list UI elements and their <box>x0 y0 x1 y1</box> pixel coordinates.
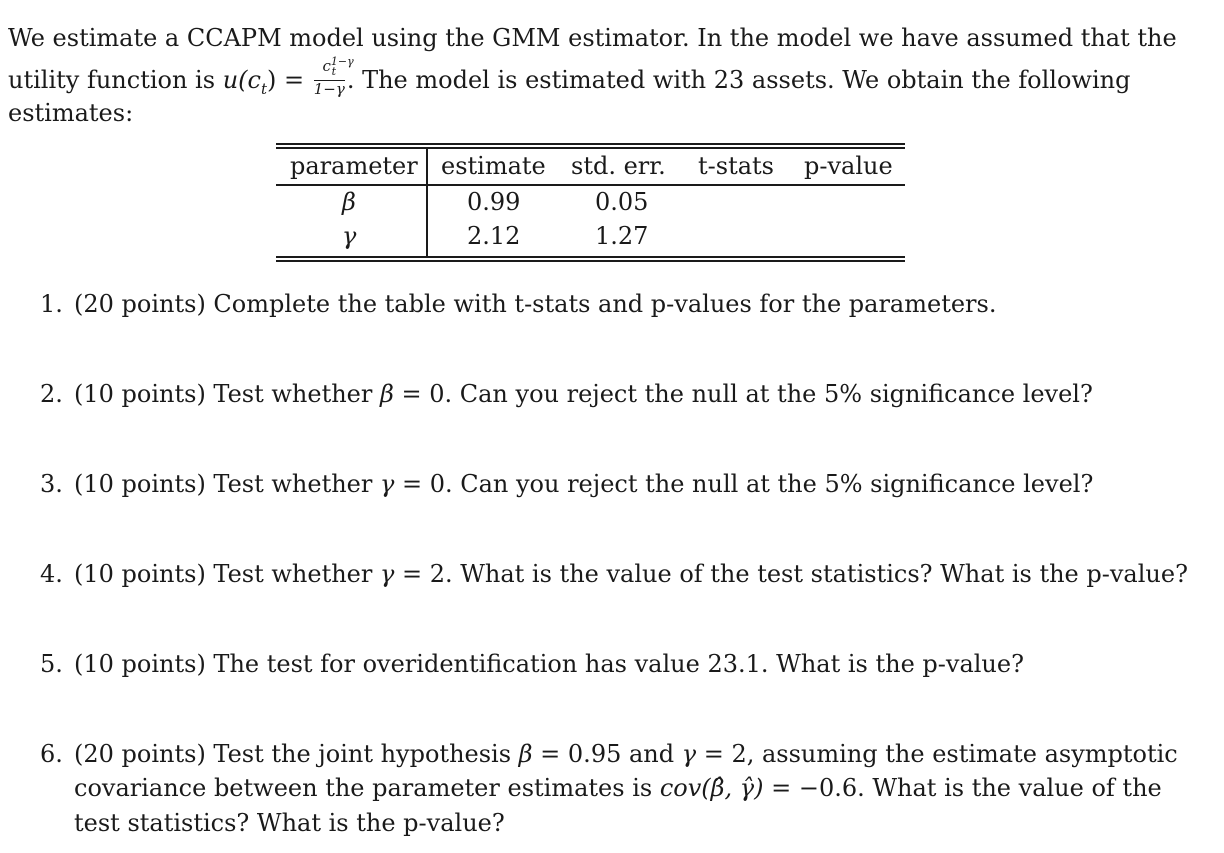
table-top-rule-1 <box>276 143 905 145</box>
utility-eq-sign: ) = <box>266 66 305 94</box>
table-bottom-rule-2 <box>276 260 905 262</box>
question-6-line-2 <box>74 771 1162 805</box>
question-6-math-beta: β <box>518 740 533 768</box>
question-4-text-post: = 2. What is the value of the test statistics? What is the p-value? <box>394 560 1188 588</box>
question-1-text: (20 points) Complete the table with t-stats and p-values for the parameters. <box>74 290 997 318</box>
utility-fraction <box>313 54 354 98</box>
question-6-line-1 <box>40 737 1178 771</box>
question-6-text-pre: (20 points) Test the joint hypothesis <box>74 740 519 768</box>
question-6-math-gamma: γ <box>681 740 697 768</box>
question-6-cov-math: cov(β̂, γ̂) <box>659 774 764 802</box>
intro-text-2-pre: utility function is <box>8 66 223 94</box>
table-bottom-rule-1 <box>276 256 905 258</box>
question-2-math: β <box>379 380 394 408</box>
question-6-number: 6. <box>40 740 63 768</box>
question-6-line-2-post: = −0.6. What is the value of the <box>763 774 1162 802</box>
question-3 <box>40 467 1093 501</box>
header-parameter: parameter <box>290 152 418 180</box>
row-beta-std-err: 0.05 <box>595 188 649 216</box>
header-t-stats: t-stats <box>698 152 774 180</box>
intro-text-2-post: . The model is estimated with 23 assets. We obtain the following <box>346 66 1131 94</box>
row-beta-parameter: β <box>342 188 356 216</box>
question-6-line-3 <box>74 806 505 840</box>
intro-line-3 <box>8 96 133 130</box>
intro-text-1: We estimate a CCAPM model using the GMM estimator. In the model we have assumed that the <box>8 24 1177 52</box>
fraction-numerator: $c^{1-\gamma}_t$ <box>314 54 345 81</box>
question-5-text: (10 points) The test for overidentification has value 23.1. What is the p-value? <box>74 650 1024 678</box>
header-estimate: estimate <box>441 152 546 180</box>
question-1 <box>40 287 996 321</box>
intro-line-1 <box>8 21 1177 55</box>
row-beta-estimate: 0.99 <box>467 188 521 216</box>
question-6-text-post: = 2, assuming the estimate asymptotic <box>696 740 1178 768</box>
header-p-value: p-value <box>804 152 893 180</box>
table-header-rule <box>276 184 905 186</box>
question-4 <box>40 557 1188 591</box>
question-5 <box>40 647 1024 681</box>
question-3-number: 3. <box>40 470 63 498</box>
estimates-table <box>276 143 905 263</box>
question-6-line-2-pre: covariance between the parameter estimates is <box>74 774 660 802</box>
utility-function-symbol: $u(c_t$ <box>222 66 267 98</box>
intro-line-2 <box>8 55 1131 106</box>
row-gamma-estimate: 2.12 <box>467 222 521 250</box>
question-2-number: 2. <box>40 380 63 408</box>
question-1-number: 1. <box>40 290 63 318</box>
header-std-err: std. err. <box>571 152 666 180</box>
table-vertical-rule <box>426 148 428 257</box>
row-gamma-std-err: 1.27 <box>595 222 649 250</box>
question-4-math: γ <box>379 560 395 588</box>
question-6-line-3-text: test statistics? What is the p-value? <box>74 809 505 837</box>
question-3-text-pre: (10 points) Test whether <box>74 470 380 498</box>
question-3-math: γ <box>379 470 395 498</box>
question-2 <box>40 377 1093 411</box>
question-2-text-pre: (10 points) Test whether <box>74 380 380 408</box>
question-2-text-post: = 0. Can you reject the null at the 5% significance level? <box>393 380 1093 408</box>
row-gamma-parameter: γ <box>342 222 357 250</box>
question-5-number: 5. <box>40 650 63 678</box>
fraction-denominator: 1−γ <box>313 80 345 98</box>
table-top-rule-2 <box>276 147 905 149</box>
question-4-text-pre: (10 points) Test whether <box>74 560 380 588</box>
intro-text-3: estimates: <box>8 99 134 127</box>
question-3-text-post: = 0. Can you reject the null at the 5% significance level? <box>394 470 1094 498</box>
question-4-number: 4. <box>40 560 63 588</box>
question-6-text-mid: = 0.95 and <box>532 740 682 768</box>
